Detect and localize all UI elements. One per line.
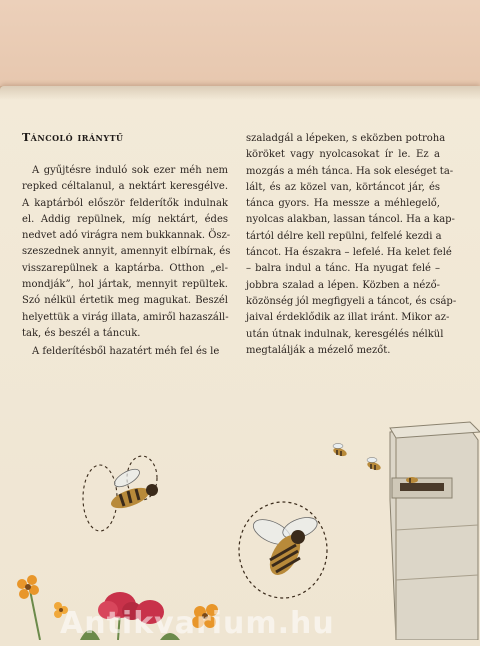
text-line: jobbra szalad a lépen. Közben a néző- [246,279,440,291]
small-bee-3 [406,477,418,483]
text-line: jaival érdeklődik az illat iránt. Mikor az- [246,312,450,324]
text-line: táncot. Ha északra – lefelé. Ha kelet felé [246,247,452,259]
text-line: el. Addig repülnek, míg nektárt, édes [22,213,228,225]
text-line: – balra indul a tánc. Ha nyugat felé – [246,263,440,275]
text-line: megtalálják a mézelő mezőt. [246,344,391,356]
chapter-title: Táncoló iránytű [22,131,124,144]
text-line: A kaptárból először felderítők indulnak [22,197,228,209]
text-line: tánca gyors. Ha messze a méhlegelő, [246,198,440,210]
text-line: helyettük a virág illata, amiről hazaszáll- [22,311,229,323]
watermark: Antikvarium.hu [60,606,335,641]
text-line: szaladgál a lépeken, s eközben potroha [246,133,446,144]
text-line: lált, és az közel van, körtáncot jár, és [246,181,440,193]
text-line: A felderítésből hazatért méh fel és le [32,346,220,358]
text-line: közönség jól megfigyeli a táncot, és csáp- [246,295,457,307]
small-bee-1 [332,444,348,458]
dancing-bee-large [239,502,327,598]
dancing-bee-medium [83,456,158,531]
text-line: A gyűjtésre induló sok ezer méh nem [32,165,228,176]
text-line: szeszednek annyit, amennyit elbírnak, és [22,246,231,258]
text-line: nedvet adó virágra nem bukkannak. Ösz- [22,230,231,242]
text-line: tártól délre kell repülni, felfelé kezdi a [246,230,442,242]
text-line: köröket vagy nyolcasokat ír le. Ez a [246,149,440,161]
text-line: mozgás a méh tánca. Ha sok eleséget ta- [246,165,454,177]
text-line: után útnak indulnak, keresgélés nélkül [246,328,444,340]
text-line: mondják”, hol jártak, mennyit repültek. [22,279,228,291]
beehive-illustration [390,422,480,640]
text-line: repked céltalanul, a nektárt keresgélve. [22,181,228,193]
text-line: visszarepülnek a kaptárba. Otthon „el- [22,262,228,274]
small-bee-2 [366,458,382,472]
text-line: nyolcas alakban, lassan táncol. Ha a kap- [246,214,455,226]
orange-flower-left [17,575,39,599]
text-line: tak, és beszél a táncuk. [22,327,141,339]
text-line: Szó nélkül értetik meg magukat. Beszél [22,295,228,307]
